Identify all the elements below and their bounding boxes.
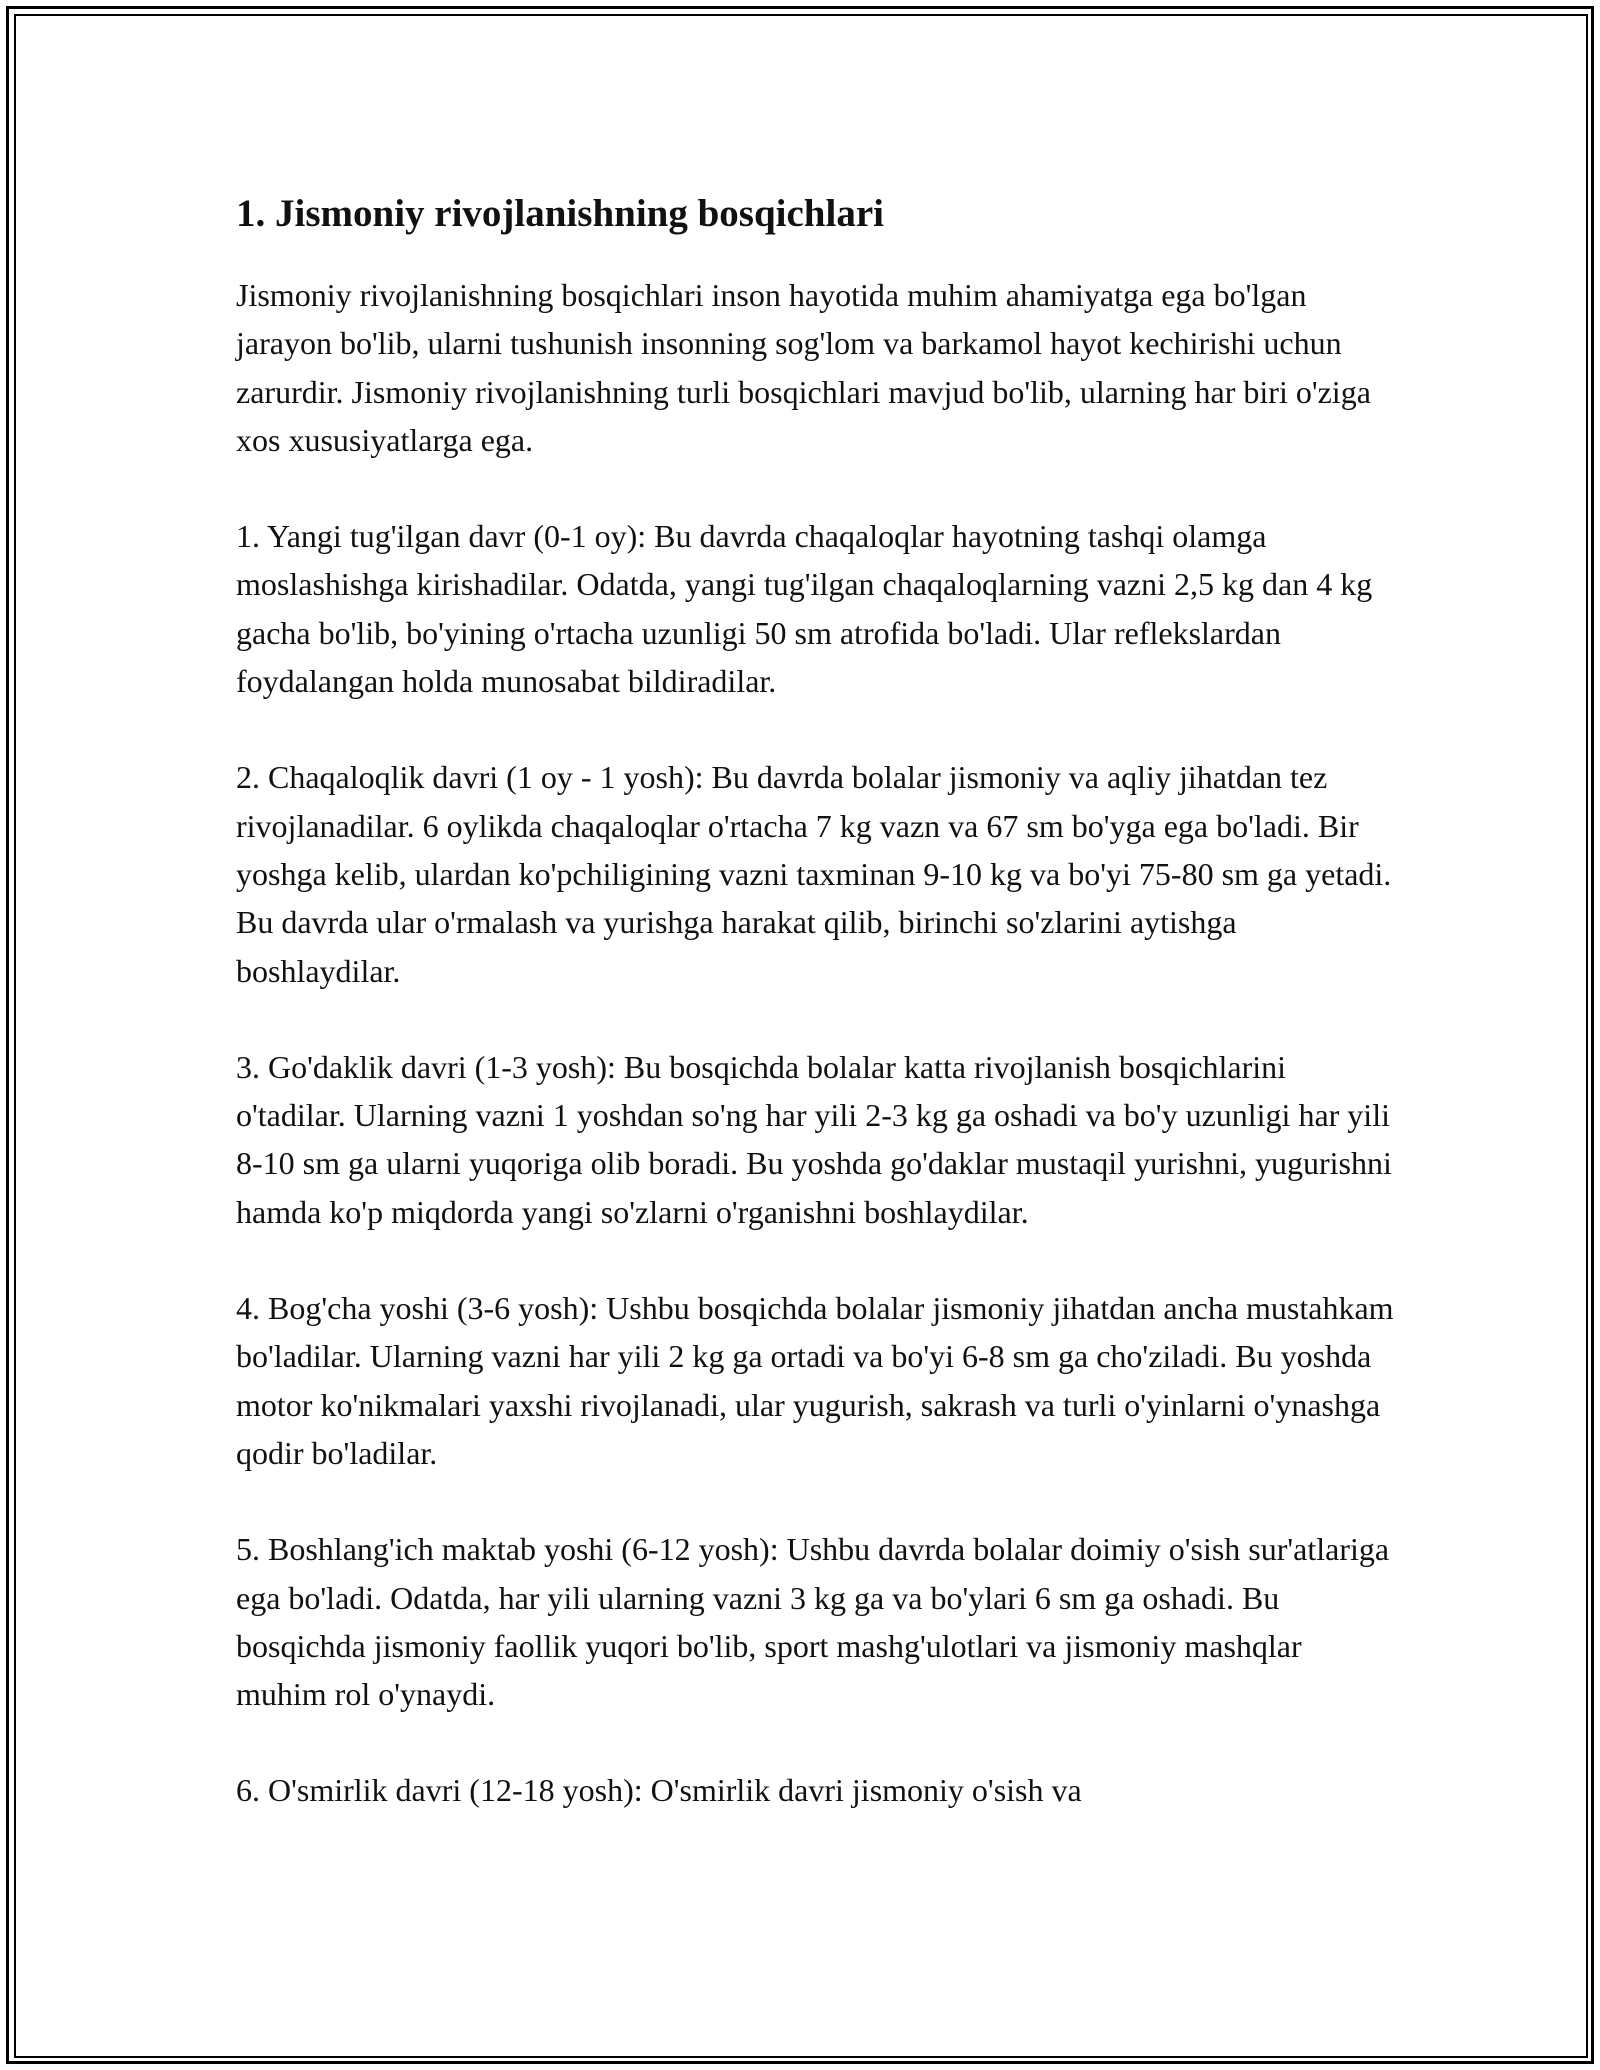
- stage-newborn-paragraph: 1. Yangi tug'ilgan davr (0-1 oy): Bu davrda chaqaloqlar hayotning tashqi olamga moslashishga kirishadilar. Odatda, yangi tug'ilgan chaqaloqlarning vazni 2,5 kg dan 4 kg gacha bo'lib, bo'yining o'rtacha uzunligi 50 sm atrofida bo'ladi. Ular reflekslardan foydalangan holda munosabat bildiradilar.: [236, 518, 1373, 700]
- stage-preschool-paragraph: 4. Bog'cha yoshi (3-6 yosh): Ushbu bosqichda bolalar jismoniy jihatdan ancha mustahkam bo'ladilar. Ularning vazni har yili 2 kg ga ortadi va bo'yi 6-8 sm ga cho'ziladi. Bu yoshda motor ko'nikmalari yaxshi rivojlanadi, ular yugurish, sakrash va turli o'yinlarni o'ynashga qodir bo'ladilar.: [236, 1290, 1394, 1471]
- section-heading: 1. Jismoniy rivojlanishning bosqichlari: [236, 192, 884, 235]
- stage-adolescence-paragraph: 6. O'smirlik davri (12-18 yosh): O'smirlik davri jismoniy o'sish va: [236, 1772, 1082, 1809]
- stage-toddler-paragraph: 3. Go'daklik davri (1-3 yosh): Bu bosqichda bolalar katta rivojlanish bosqichlarini o'tadilar. Ularning vazni 1 yoshdan so'ng har yili 2-3 kg ga oshadi va bo'y uzunligi har yili 8-10 sm ga ularni yuqoriga olib boradi. Bu yoshda go'daklar mustaqil yurishni, yugurishni hamda ko'p miqdorda yangi so'zlarni o'rganishni boshlaydilar.: [236, 1048, 1392, 1230]
- stage-primary-school-paragraph: 5. Boshlang'ich maktab yoshi (6-12 yosh): Ushbu davrda bolalar doimiy o'sish sur'atlariga ega bo'ladi. Odatda, har yili ularning vazni 3 kg ga va bo'ylari 6 sm ga oshadi. Bu bosqichda jismoniy faollik yuqori bo'lib, sport mashg'ulotlari va jismoniy mashqlar muhim rol o'ynaydi.: [236, 1531, 1390, 1713]
- intro-paragraph: Jismoniy rivojlanishning bosqichlari inson hayotida muhim ahamiyatga ega bo'lgan jarayon bo'lib, ularni tushunish insonning sog'lom va barkamol hayot kechirishi uchun zarurdir. Jismoniy rivojlanishning turli bosqichlari mavjud bo'lib, ularning har biri o'ziga xos xususiyatlarga ega.: [236, 277, 1371, 458]
- stage-infancy-paragraph: 2. Chaqaloqlik davri (1 oy - 1 yosh): Bu davrda bolalar jismoniy va aqliy jihatdan tez rivojlanadilar. 6 oylikda chaqaloqlar o'rtacha 7 kg vazn va 67 sm bo'yga ega bo'ladi. Bir yoshga kelib, ulardan ko'pchiligining vazni taxminan 9-10 kg va bo'yi 75-80 sm ga yetadi. Bu davrda ular o'rmalash va yurishga harakat qilib, birinchi so'zlarini aytishga boshlaydilar.: [236, 759, 1392, 989]
- document-body: [236, 186, 1396, 1815]
